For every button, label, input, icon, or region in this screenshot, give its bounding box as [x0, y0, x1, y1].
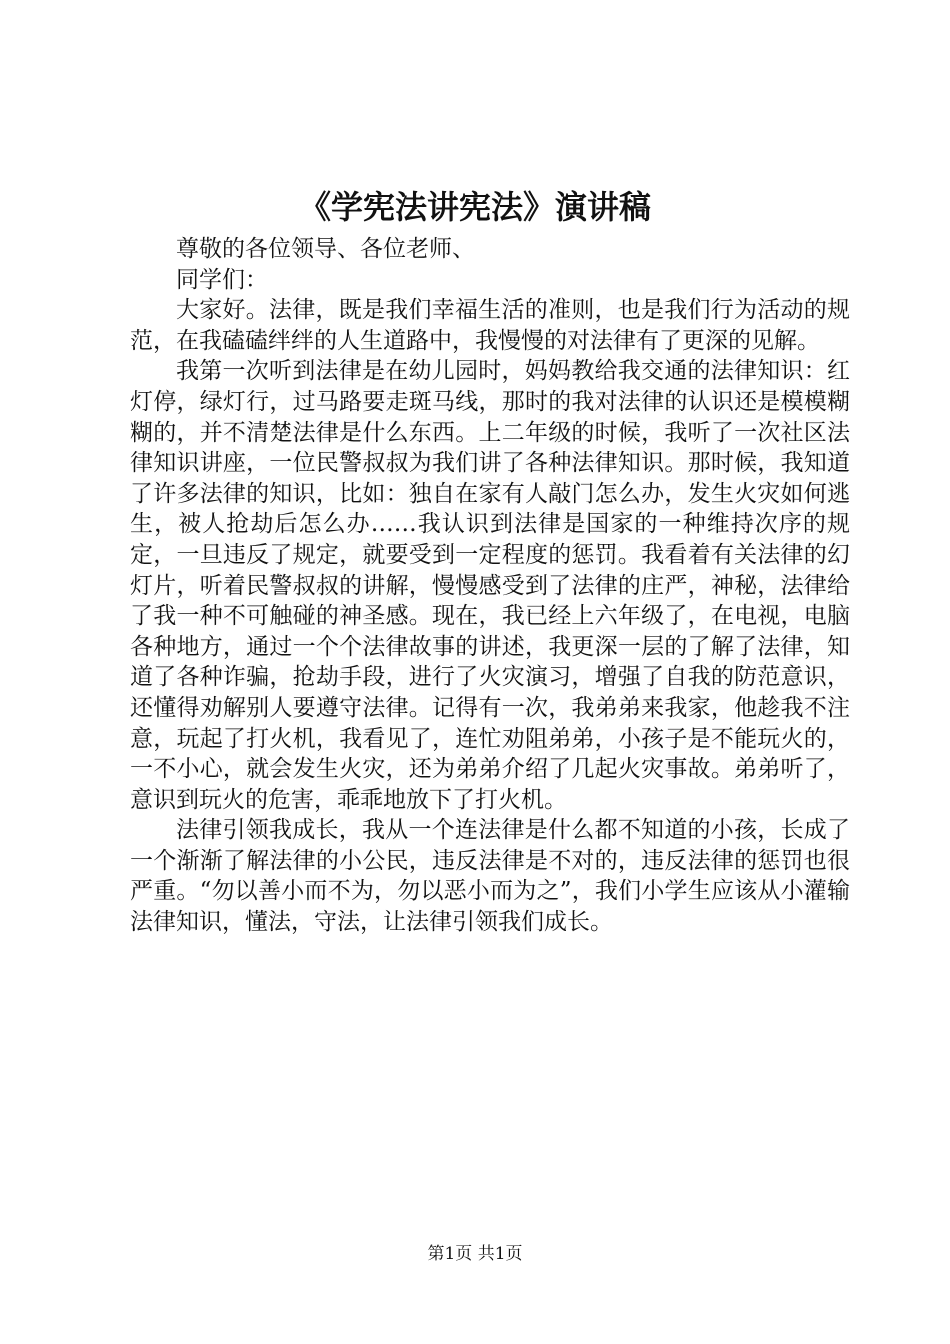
paragraph-conclusion: 法律引领我成长，我从一个连法律是什么都不知道的小孩，长成了一个渐渐了解法律的小公民，违反法律是不对的，违反法律的惩罚也很严重。“勿以善小而不为，勿以恶小而为之”，我们小学生应该从小灌输法律知识，懂法，守法，让法律引领我们成长。 — [130, 817, 850, 936]
paragraph-main: 我第一次听到法律是在幼儿园时，妈妈教给我交通的法律知识：红灯停，绿灯行，过马路要走斑马线，那时的我对法律的认识还是模模糊糊的，并不清楚法律是什么东西。上二年级的时候，我听了一次社区法律知识讲座，一位民警叔叔为我们讲了各种法律知识。那时候，我知道了许多法律的知识，比如：独自在家有人敲门怎么办，发生火灾如何逃生，被人抢劫后怎么办……我认识到法律是国家的一种维持次序的规定，一旦违反了规定，就要受到一定程度的惩罚。我看着有关法律的幻灯片，听着民警叔叔的讲解，慢慢感受到了法律的庄严，神秘，法律给了我一种不可触碰的神圣感。现在，我已经上六年级了，在电视，电脑各种地方，通过一个个法律故事的讲述，我更深一层的了解了法律，知道了各种诈骗，抢劫手段，进行了火灾演习，增强了自我的防范意识，还懂得劝解别人要遵守法律。记得有一次，我弟弟来我家，他趁我不注意，玩起了打火机，我看见了，连忙劝阻弟弟，小孩子是不能玩火的，一不小心，就会发生火灾，还为弟弟介绍了几起火灾事故。弟弟听了，意识到玩火的危害，乖乖地放下了打火机。 — [130, 358, 850, 813]
salutation-line-2: 同学们： — [176, 266, 268, 293]
salutation-line-1: 尊敬的各位领导、各位老师、 — [176, 236, 475, 262]
page-number: 第1页 — [427, 1244, 473, 1264]
document-title: 《学宪法讲宪法》演讲稿 — [298, 188, 651, 226]
paragraph-intro: 大家好。法律，既是我们幸福生活的准则，也是我们行为活动的规范，在我磕磕绊绊的人生道路中，我慢慢的对法律有了更深的见解。 — [130, 297, 850, 354]
document-body — [130, 234, 850, 938]
page-footer — [0, 1242, 950, 1266]
page-total: 共1页 — [477, 1244, 523, 1264]
